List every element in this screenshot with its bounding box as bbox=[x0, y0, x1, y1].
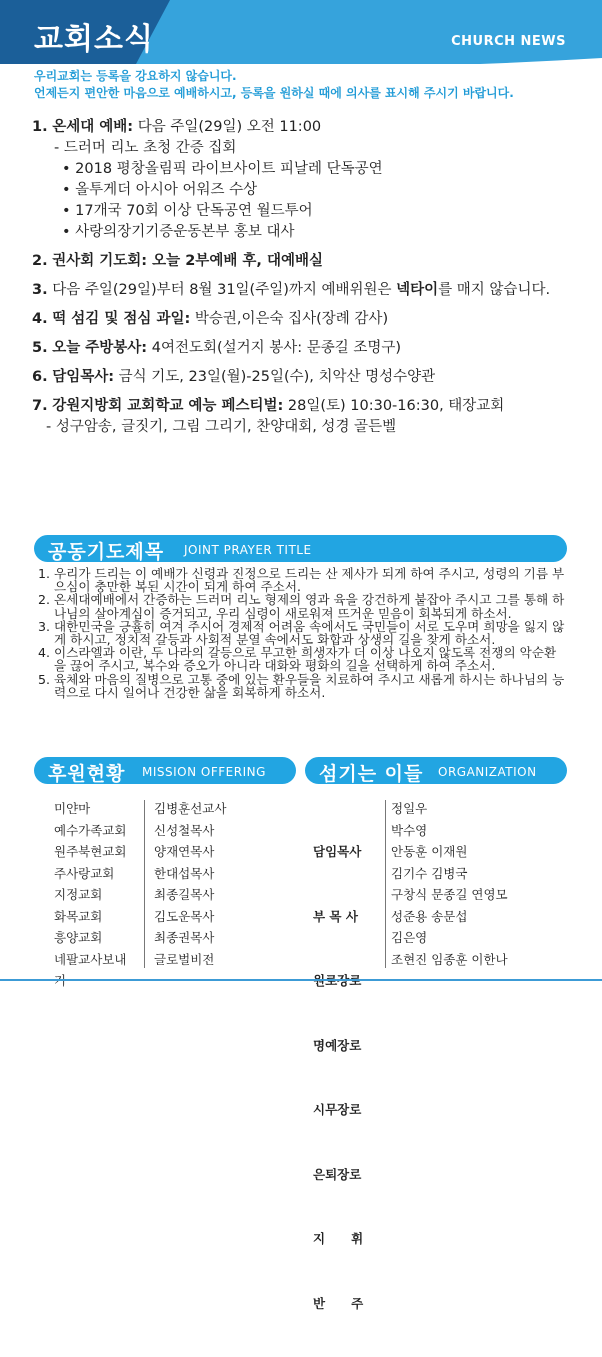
prayer-section-bar bbox=[34, 535, 567, 562]
item-number: 2. bbox=[32, 253, 48, 269]
prayer-title-en: JOINT PRAYER TITLE bbox=[184, 543, 312, 557]
page-title: 교회소식 bbox=[34, 22, 154, 57]
mission-person: 신성철목사 bbox=[154, 822, 215, 838]
prayer-title: 공동기도제목 bbox=[48, 541, 165, 563]
news-list bbox=[32, 117, 592, 438]
mission-church: 흥양교회 bbox=[54, 930, 103, 945]
item-number: 3. bbox=[32, 282, 48, 298]
news-item bbox=[32, 367, 592, 388]
organization-title: 섬기는 이들 bbox=[319, 763, 424, 785]
mission-church: 미얀마 bbox=[54, 801, 91, 816]
news-item bbox=[32, 309, 592, 330]
registration-notice bbox=[34, 68, 514, 102]
bullet-item: • 사랑의장기기증운동본부 홍보 대사 bbox=[62, 224, 295, 240]
item-label: 권사회 기도회: 오늘 2부예배 후, 대예배실 bbox=[52, 253, 323, 269]
item-text: 를 매지 않습니다. bbox=[438, 282, 551, 298]
notice-line: 언제든지 편안한 마음으로 예배하시고, 등록을 원하실 때에 의사를 표시해 주시기 바랍니다. bbox=[34, 86, 514, 100]
item-text: 다음 주일(29일)부터 8월 31일(주일)까지 예배위원은 bbox=[47, 282, 397, 298]
item-subline: - 드러머 리노 초청 간증 집회 bbox=[54, 140, 237, 156]
bullet-item: • 올투게더 아시아 어워즈 수상 bbox=[62, 182, 258, 198]
organization-title-en: ORGANIZATION bbox=[438, 765, 537, 779]
news-item bbox=[32, 117, 592, 138]
bullet-text: 2018 평창올림픽 라이브사이트 피날레 단독공연 bbox=[75, 161, 383, 177]
mission-title: 후원현황 bbox=[48, 763, 126, 785]
bullet-text: 17개국 70회 이상 단독공연 월드투어 bbox=[75, 203, 313, 219]
organization-role: 은퇴장로 bbox=[313, 1166, 362, 1182]
organization-role: 시무장로 bbox=[313, 1102, 362, 1117]
organization-section-bar bbox=[305, 757, 567, 784]
mission-person-column bbox=[154, 798, 284, 970]
mission-title-en: MISSION OFFERING bbox=[142, 765, 266, 779]
item-subline: - 성구암송, 글짓기, 그림 그리기, 찬양대회, 성경 골든벨 bbox=[46, 419, 397, 435]
news-item bbox=[32, 396, 592, 417]
mission-person: 양재연목사 bbox=[154, 844, 215, 859]
prayer-item: 2. 온세대예배에서 간증하는 드러머 리노 형제의 영과 육을 강건하게 붙잡아 주시고 그를 통해 하나님의 살아계심이 증거되고, 우리 심령이 새로워져 뜨거운 믿음이 회복되게 하소서. bbox=[54, 593, 568, 619]
mission-person: 김도운목사 bbox=[154, 908, 215, 924]
column-divider bbox=[144, 800, 145, 968]
organization-names: 김은영 bbox=[391, 930, 428, 945]
mission-church: 원주북현교회 bbox=[54, 844, 127, 859]
organization-names: 김기수 김병국 bbox=[391, 865, 468, 881]
item-number: 5. bbox=[32, 340, 48, 356]
mission-table bbox=[54, 798, 294, 973]
item-text: 4여전도회(설거지 봉사: 문종길 조명구) bbox=[147, 340, 402, 356]
organization-names: 안동훈 이재원 bbox=[391, 844, 468, 859]
item-text: 28일(토) 10:30-16:30, 태장교회 bbox=[283, 398, 505, 414]
organization-names: 성준용 송문섭 bbox=[391, 908, 468, 924]
prayer-item: 5. 육체와 마음의 질병으로 고통 중에 있는 환우들을 치료하여 주시고 새롭게 하시는 하나님의 능력으로 다시 일어나 건강한 삶을 회복하게 하소서. bbox=[54, 673, 568, 699]
item-text: 금식 기도, 23일(월)-25일(수), 치악산 명성수양관 bbox=[114, 369, 436, 385]
news-item bbox=[32, 338, 592, 359]
bullet-text: 올투게더 아시아 어워즈 수상 bbox=[75, 182, 258, 198]
organization-role: 담임목사 bbox=[313, 844, 362, 859]
column-divider bbox=[385, 800, 386, 968]
mission-person: 김병훈선교사 bbox=[154, 801, 227, 816]
bullet-text: 사랑의장기기증운동본부 홍보 대사 bbox=[75, 224, 295, 240]
item-label: 오늘 주방봉사: bbox=[52, 340, 148, 356]
organization-names: 구창식 문종길 연영모 bbox=[391, 887, 508, 902]
mission-person: 글로벌비전 bbox=[154, 951, 215, 967]
organization-role-column bbox=[313, 798, 379, 1357]
prayer-item: 1. 우리가 드리는 이 예배가 신령과 진정으로 드리는 산 제사가 되게 하여 주시고, 성령의 기름 부으심이 충만한 복된 시간이 되게 하여 주소서. bbox=[54, 567, 568, 593]
item-label: 떡 섬김 및 점심 과일: bbox=[52, 311, 191, 327]
mission-church-column bbox=[54, 798, 138, 992]
mission-section-bar bbox=[34, 757, 296, 784]
item-number: 7. bbox=[32, 398, 48, 414]
item-text: 박승권,이은숙 집사(장례 감사) bbox=[190, 311, 389, 327]
organization-table bbox=[313, 798, 573, 1311]
organization-role: 부 목 사 bbox=[313, 908, 358, 924]
organization-role: 명예장로 bbox=[313, 1037, 362, 1053]
organization-names-column bbox=[391, 798, 571, 970]
mission-church: 네팔교사보내 bbox=[54, 951, 127, 967]
item-label: 온세대 예배: bbox=[52, 119, 134, 135]
bullet-item: • 2018 평창올림픽 라이브사이트 피날레 단독공연 bbox=[62, 161, 383, 177]
news-item bbox=[32, 280, 592, 301]
prayer-list bbox=[38, 567, 568, 699]
mission-church: 주사랑교회 bbox=[54, 865, 115, 881]
mission-person: 한대섭목사 bbox=[154, 865, 215, 881]
item-highlight: 넥타이 bbox=[396, 282, 439, 298]
organization-names: 조현진 임종훈 이한나 bbox=[391, 951, 508, 967]
organization-names: 박수영 bbox=[391, 822, 428, 838]
page-subtitle: CHURCH NEWS bbox=[451, 34, 566, 49]
mission-person: 최종길목사 bbox=[154, 887, 215, 902]
item-number: 1. bbox=[32, 119, 48, 135]
mission-church: 지정교회 bbox=[54, 887, 103, 902]
item-label: 강원지방회 교회학교 예능 페스티벌: bbox=[52, 398, 284, 414]
bullet-item: • 17개국 70회 이상 단독공연 월드투어 bbox=[62, 203, 313, 219]
item-label: 담임목사: bbox=[52, 369, 115, 385]
organization-role: 반 주 bbox=[313, 1295, 364, 1311]
item-number: 6. bbox=[32, 369, 48, 385]
mission-church: 화목교회 bbox=[54, 908, 103, 924]
prayer-item: 3. 대한민국을 긍휼히 여겨 주시어 경제적 어려움 속에서도 국민들이 서로 도우며 희망을 잃지 않게 하시고, 정치적 갈등과 사회적 분열 속에서도 화합과 상생의 길을 찾게 하소서. bbox=[54, 620, 568, 646]
item-text: 다음 주일(29일) 오전 11:00 bbox=[133, 119, 322, 135]
news-item bbox=[32, 251, 592, 272]
item-number: 4. bbox=[32, 311, 48, 327]
mission-church: 예수가족교회 bbox=[54, 822, 127, 838]
organization-role: 지 휘 bbox=[313, 1231, 364, 1246]
bottom-rule bbox=[0, 979, 602, 981]
prayer-item: 4. 이스라엘과 이란, 두 나라의 갈등으로 무고한 희생자가 더 이상 나오지 않도록 전쟁의 악순환을 끊어 주시고, 복수와 증오가 아니라 대화와 평화의 길을 선택하게 하여 주소서. bbox=[54, 646, 568, 672]
organization-names: 정일우 bbox=[391, 801, 428, 816]
mission-person: 최종권목사 bbox=[154, 930, 215, 945]
notice-line: 우리교회는 등록을 강요하지 않습니다. bbox=[34, 69, 237, 83]
